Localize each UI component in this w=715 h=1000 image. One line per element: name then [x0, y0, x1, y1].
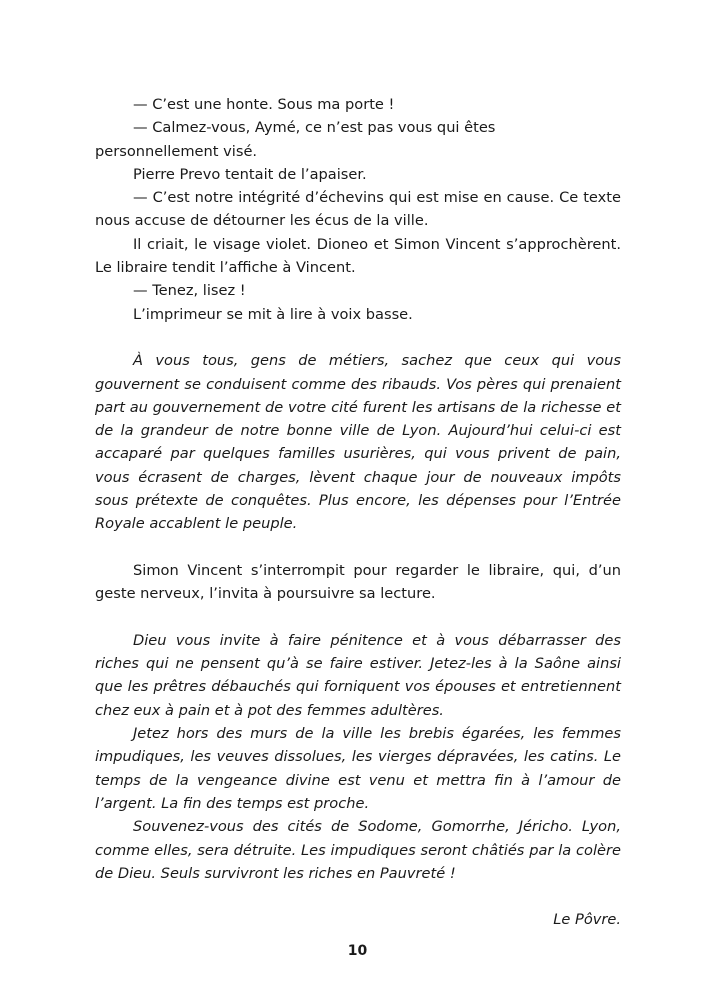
page-number: 10 [347, 943, 368, 959]
poster-paragraph: À vous tous, gens de métiers, sachez que ceux qui vous gouvernent se conduisent comme des ribauds. Vos pères qui prenaient part au gouvernement de votre cité furent les artisans de la richesse et de la grandeur de notre bonne ville de Lyon. Aujourd’hui celui-ci est accaparé par quelques familles usurières, qui vous privent de pain, vous écrasent de charges, lèvent chaque jour de nouveaux impôts sous prétexte de conquêtes. Plus encore, les dépenses pour l’Entrée Royale accablent le peuple. [95, 352, 621, 533]
poster-paragraph: Souvenez-vous des cités de Sodome, Gomorrhe, Jéricho. Lyon, comme elles, sera détruite. Les impudiques seront châtiés par la colère de Dieu. Seuls survivront les riches en Pauvreté ! [95, 818, 621, 882]
page-body [95, 93, 621, 932]
dialogue-line: — Tenez, lisez ! [133, 282, 246, 300]
narration-line: Il criait, le visage violet. Dioneo et Simon Vincent s’approchèrent. Le libraire tendit l’affiche à Vincent. [95, 235, 621, 277]
dialogue-line: — C’est une honte. Sous ma porte ! [133, 96, 395, 113]
paragraph-gap [95, 885, 621, 908]
dialogue-line: — C’est notre intégrité d’échevins qui est mise en cause. Ce texte nous accuse de détourner les écus de la ville. [95, 189, 621, 230]
narration-paragraph: Simon Vincent s’interrompit pour regarder le libraire, qui, d’un geste nerveux, l’invita à poursuivre sa lecture. [95, 561, 621, 603]
paragraph-gap [95, 606, 621, 629]
narration-line: L’imprimeur se mit à lire à voix basse. [133, 305, 413, 323]
poster-signature: Le Pôvre. [553, 911, 621, 929]
poster-paragraph: Jetez hors des murs de la ville les brebis égarées, les femmes impudiques, les veuves dissolues, les vierges dépravées, les catins. Le temps de la vengeance divine est venu et mettra fin à l’amour de l’argent. La fin des temps est proche. [95, 725, 621, 812]
narration-line: Pierre Prevo tentait de l’apaiser. [133, 165, 367, 183]
paragraph-gap [95, 536, 621, 559]
paragraph-gap [95, 326, 621, 349]
poster-paragraph: Dieu vous invite à faire pénitence et à vous débarrasser des riches qui ne pensent qu’à se faire estiver. Jetez-les à la Saône ainsi que les prêtres débauchés qui forniquent vos épouses et entretiennent chez eux à pain et à pot des femmes adultères. [95, 631, 621, 719]
dialogue-line: — Calmez-vous, Aymé, ce n’est pas vous qui êtes personnellement visé. [95, 119, 496, 160]
